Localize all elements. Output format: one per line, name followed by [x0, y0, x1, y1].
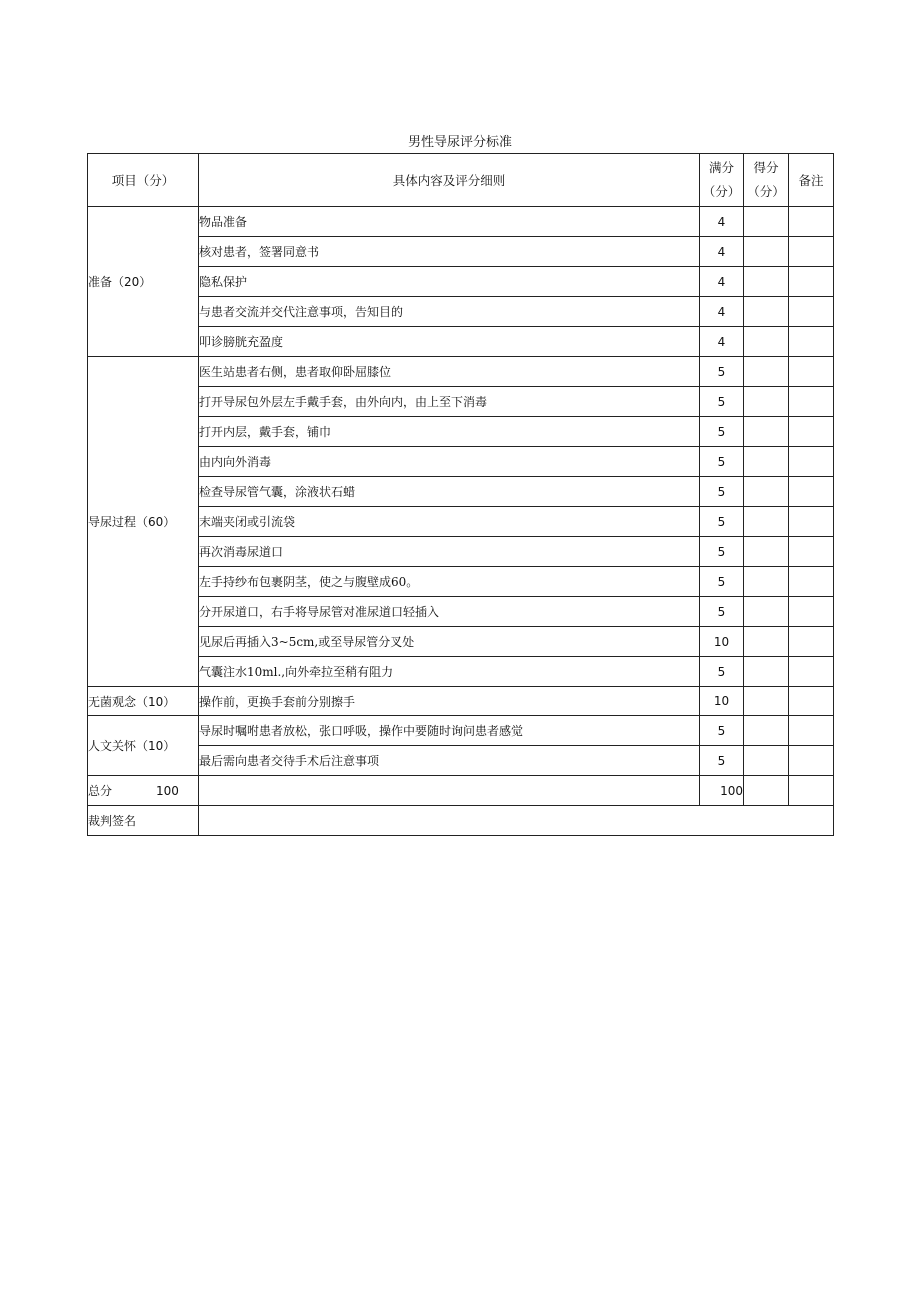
- full-score: 5: [700, 657, 744, 687]
- table-row: [88, 716, 834, 746]
- criterion-text: 与患者交流并交代注意事项，告知目的: [199, 297, 700, 327]
- signature-label: 裁判签名: [88, 806, 199, 836]
- full-score: 5: [700, 447, 744, 477]
- full-score: 4: [700, 297, 744, 327]
- criterion-text: 由内向外消毒: [199, 447, 700, 477]
- criterion-text: 见尿后再插入3~5cm,或至导尿管分叉处: [199, 627, 700, 657]
- full-score: 10: [700, 687, 744, 716]
- table-row: [88, 207, 834, 237]
- header-score: [744, 154, 789, 207]
- score-cell[interactable]: [744, 627, 789, 657]
- table-row: [88, 657, 834, 687]
- section-label: 无菌观念（10）: [88, 687, 199, 716]
- note-cell[interactable]: [789, 417, 834, 447]
- total-label-cell: [88, 776, 199, 806]
- score-cell[interactable]: [744, 657, 789, 687]
- table-row: [88, 237, 834, 267]
- full-score: 10: [700, 627, 744, 657]
- table-row: [88, 537, 834, 567]
- full-score: 5: [700, 507, 744, 537]
- note-cell[interactable]: [789, 627, 834, 657]
- total-value: 100: [156, 784, 179, 798]
- criterion-text: 检查导尿管气囊，涂液状石蜡: [199, 477, 700, 507]
- signature-field[interactable]: [199, 806, 834, 836]
- header-note: 备注: [789, 154, 834, 207]
- table-row: [88, 357, 834, 387]
- total-score-cell[interactable]: [744, 776, 789, 806]
- full-score: 4: [700, 237, 744, 267]
- table-row: [88, 746, 834, 776]
- header-content: 具体内容及评分细则: [199, 154, 700, 207]
- criterion-text: 操作前，更换手套前分别擦手: [199, 687, 700, 716]
- score-cell[interactable]: [744, 567, 789, 597]
- score-cell[interactable]: [744, 297, 789, 327]
- signature-row: [88, 806, 834, 836]
- header-score-line2: （分）: [747, 184, 785, 199]
- full-score: 5: [700, 537, 744, 567]
- score-cell[interactable]: [744, 417, 789, 447]
- note-cell[interactable]: [789, 687, 834, 716]
- header-score-line1: 得分: [753, 160, 779, 175]
- criterion-text: 导尿时嘱咐患者放松，张口呼吸，操作中要随时询问患者感觉: [199, 716, 700, 746]
- note-cell[interactable]: [789, 267, 834, 297]
- full-score: 5: [700, 357, 744, 387]
- full-score: 5: [700, 477, 744, 507]
- criterion-text: 气囊注水10ml.,向外牵拉至稍有阻力: [199, 657, 700, 687]
- table-row: [88, 687, 834, 716]
- note-cell[interactable]: [789, 357, 834, 387]
- table-row: [88, 267, 834, 297]
- total-label: 总分: [88, 784, 113, 798]
- total-full-score: 100: [700, 776, 744, 806]
- scoring-table: [87, 153, 834, 836]
- full-score: 5: [700, 716, 744, 746]
- section-label: 准备（20）: [88, 207, 199, 357]
- score-cell[interactable]: [744, 327, 789, 357]
- note-cell[interactable]: [789, 567, 834, 597]
- table-row: [88, 297, 834, 327]
- criterion-text: 左手持纱布包裹阴茎，使之与腹壁成60。: [199, 567, 700, 597]
- section-label: 人文关怀（10）: [88, 716, 199, 776]
- criterion-text: 医生站患者右侧，患者取仰卧屈膝位: [199, 357, 700, 387]
- header-item: 项目（分）: [88, 154, 199, 207]
- total-content-cell: [199, 776, 700, 806]
- criterion-text: 最后需向患者交待手术后注意事项: [199, 746, 700, 776]
- score-cell[interactable]: [744, 537, 789, 567]
- full-score: 5: [700, 567, 744, 597]
- page-title: 男性导尿评分标准: [407, 135, 512, 150]
- criterion-text: 末端夹闭或引流袋: [199, 507, 700, 537]
- header-full-score-line2: （分）: [702, 184, 741, 199]
- note-cell[interactable]: [789, 507, 834, 537]
- criterion-text: 再次消毒尿道口: [199, 537, 700, 567]
- score-cell[interactable]: [744, 597, 789, 627]
- score-cell[interactable]: [744, 237, 789, 267]
- score-cell[interactable]: [744, 387, 789, 417]
- table-row: [88, 447, 834, 477]
- full-score: 5: [700, 387, 744, 417]
- note-cell[interactable]: [789, 746, 834, 776]
- note-cell[interactable]: [789, 237, 834, 267]
- note-cell[interactable]: [789, 327, 834, 357]
- note-cell[interactable]: [789, 657, 834, 687]
- full-score: 5: [700, 597, 744, 627]
- section-label: 导尿过程（60）: [88, 357, 199, 687]
- full-score: 4: [700, 327, 744, 357]
- table-row: [88, 477, 834, 507]
- criterion-text: 打开导尿包外层左手戴手套，由外向内，由上至下消毒: [199, 387, 700, 417]
- table-row: [88, 387, 834, 417]
- score-cell[interactable]: [744, 357, 789, 387]
- score-cell[interactable]: [744, 716, 789, 746]
- criterion-text: 核对患者，签署同意书: [199, 237, 700, 267]
- score-cell[interactable]: [744, 267, 789, 297]
- total-note-cell[interactable]: [789, 776, 834, 806]
- criterion-text: 隐私保护: [199, 267, 700, 297]
- table-row: [88, 417, 834, 447]
- note-cell[interactable]: [789, 297, 834, 327]
- note-cell[interactable]: [789, 537, 834, 567]
- full-score: 4: [700, 207, 744, 237]
- score-cell[interactable]: [744, 207, 789, 237]
- full-score: 5: [700, 417, 744, 447]
- note-cell[interactable]: [789, 447, 834, 477]
- table-row: [88, 627, 834, 657]
- score-cell[interactable]: [744, 687, 789, 716]
- note-cell[interactable]: [789, 387, 834, 417]
- header-row: [88, 154, 834, 207]
- full-score: 5: [700, 746, 744, 776]
- table-row: [88, 567, 834, 597]
- table-row: [88, 507, 834, 537]
- note-cell[interactable]: [789, 597, 834, 627]
- full-score: 4: [700, 267, 744, 297]
- total-row: [88, 776, 834, 806]
- score-cell[interactable]: [744, 447, 789, 477]
- criterion-text: 物品准备: [199, 207, 700, 237]
- criterion-text: 分开尿道口，右手将导尿管对准尿道口轻插入: [199, 597, 700, 627]
- table-row: [88, 597, 834, 627]
- table-row: [88, 327, 834, 357]
- header-full-score-line1: 满分: [708, 160, 734, 175]
- criterion-text: 叩诊膀胱充盈度: [199, 327, 700, 357]
- note-cell[interactable]: [789, 477, 834, 507]
- header-full-score: [700, 154, 744, 207]
- score-cell[interactable]: [744, 507, 789, 537]
- score-cell[interactable]: [744, 477, 789, 507]
- criterion-text: 打开内层，戴手套，铺巾: [199, 417, 700, 447]
- note-cell[interactable]: [789, 207, 834, 237]
- note-cell[interactable]: [789, 716, 834, 746]
- score-cell[interactable]: [744, 746, 789, 776]
